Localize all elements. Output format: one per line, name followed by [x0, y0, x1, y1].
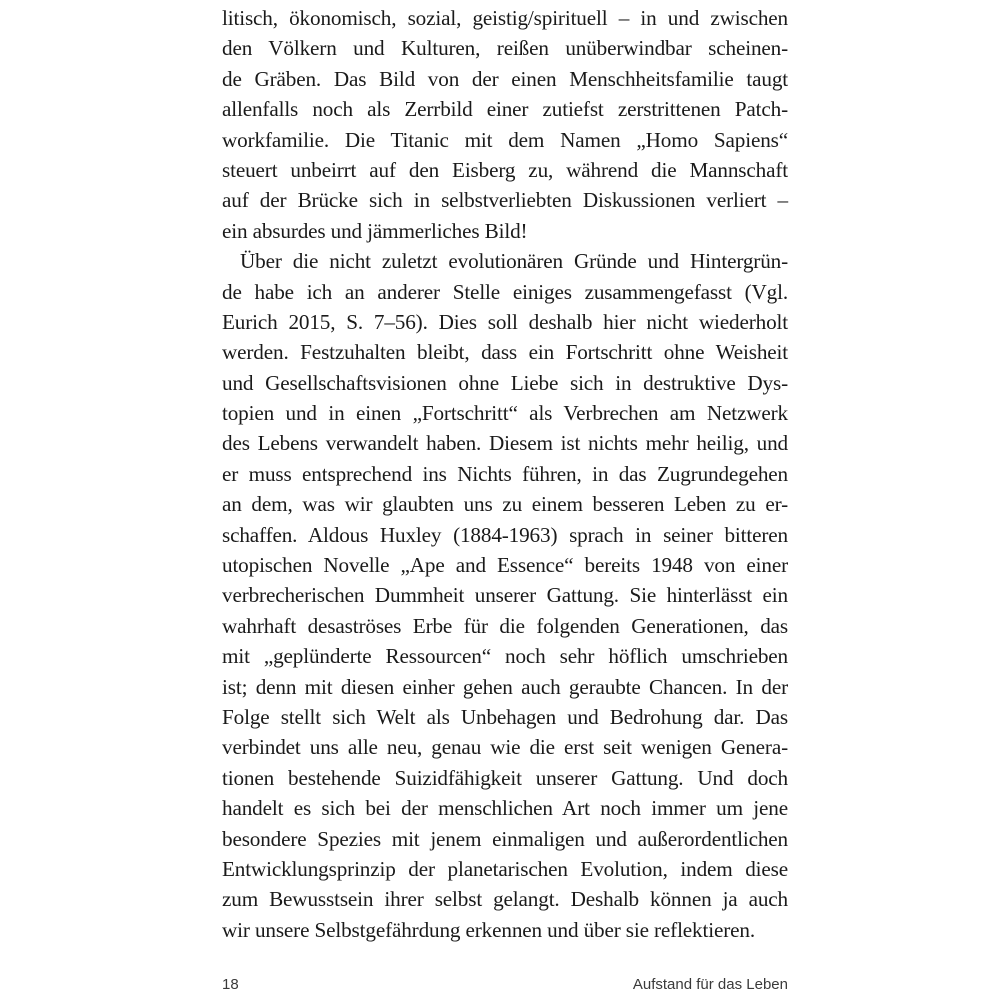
paragraph	[222, 3, 788, 246]
text-line: Eurich 2015, S. 7–56). Dies soll deshalb hier nicht wiederholt	[222, 309, 788, 334]
text-line: und Gesellschaftsvisionen ohne Liebe sich in destruktive Dys-	[222, 370, 788, 395]
text-line: des Lebens verwandelt haben. Diesem ist nichts mehr heilig, und	[222, 431, 788, 456]
text-line: utopischen Novelle „Ape and Essence“ bereits 1948 von einer	[222, 553, 788, 578]
text-line: verbrecherischen Dummheit unserer Gattung. Sie hinterlässt ein	[222, 583, 788, 608]
text-line: besondere Spezies mit jenem einmaligen und außerordentlichen	[222, 826, 788, 851]
text-line: workfamilie. Die Titanic mit dem Namen „Homo Sapiens“	[222, 127, 788, 152]
body-text	[222, 3, 788, 945]
running-title: Aufstand für das Leben	[632, 976, 788, 993]
text-line: topien und in einen „Fortschritt“ als Verbrechen am Netzwerk	[222, 401, 788, 426]
text-line: steuert unbeirrt auf den Eisberg zu, während die Mannschaft	[222, 157, 788, 182]
text-line: de Gräben. Das Bild von der einen Menschheitsfamilie taugt	[222, 66, 788, 91]
text-line: verbindet uns alle neu, genau wie die erst seit wenigen Genera-	[222, 735, 788, 760]
page-footer	[222, 975, 788, 995]
text-line: er muss entsprechend ins Nichts führen, in das Zugrundegehen	[222, 461, 788, 486]
text-line: wir unsere Selbstgefährdung erkennen und über sie reflektieren.	[222, 917, 755, 942]
text-line: handelt es sich bei der menschlichen Art noch immer um jene	[222, 796, 788, 821]
text-line: den Völkern und Kulturen, reißen unüberwindbar scheinen-	[222, 36, 788, 61]
page-number: 18	[222, 976, 239, 993]
text-line: tionen bestehende Suizidfähigkeit unserer Gattung. Und doch	[222, 765, 788, 790]
text-line: Folge stellt sich Welt als Unbehagen und Bedrohung dar. Das	[222, 704, 788, 729]
text-line: ein absurdes und jämmerliches Bild!	[222, 218, 528, 243]
text-line: de habe ich an anderer Stelle einiges zusammengefasst (Vgl.	[222, 279, 788, 304]
text-line: zum Bewusstsein ihrer selbst gelangt. Deshalb können ja auch	[222, 887, 788, 912]
text-line: litisch, ökonomisch, sozial, geistig/spirituell – in und zwischen	[222, 6, 788, 30]
text-line: wahrhaft desaströses Erbe für die folgenden Generationen, das	[222, 613, 788, 638]
text-line: schaffen. Aldous Huxley (1884-1963) sprach in seiner bitteren	[222, 522, 788, 547]
text-line: mit „geplünderte Ressourcen“ noch sehr höflich umschrieben	[222, 644, 788, 669]
text-line: ist; denn mit diesen einher gehen auch geraubte Chancen. In der	[222, 674, 788, 699]
text-line: Entwicklungsprinzip der planetarischen Evolution, indem diese	[222, 856, 788, 881]
text-line: Über die nicht zuletzt evolutionären Gründe und Hintergrün-	[240, 249, 788, 274]
text-line: auf der Brücke sich in selbstverliebten Diskussionen verliert –	[222, 188, 788, 213]
text-line: werden. Festzuhalten bleibt, dass ein Fortschritt ohne Weisheit	[222, 340, 788, 365]
text-line: an dem, was wir glaubten uns zu einem besseren Leben zu er-	[222, 492, 788, 517]
text-line: allenfalls noch als Zerrbild einer zutiefst zerstrittenen Patch-	[222, 97, 788, 122]
paragraph	[222, 246, 788, 945]
